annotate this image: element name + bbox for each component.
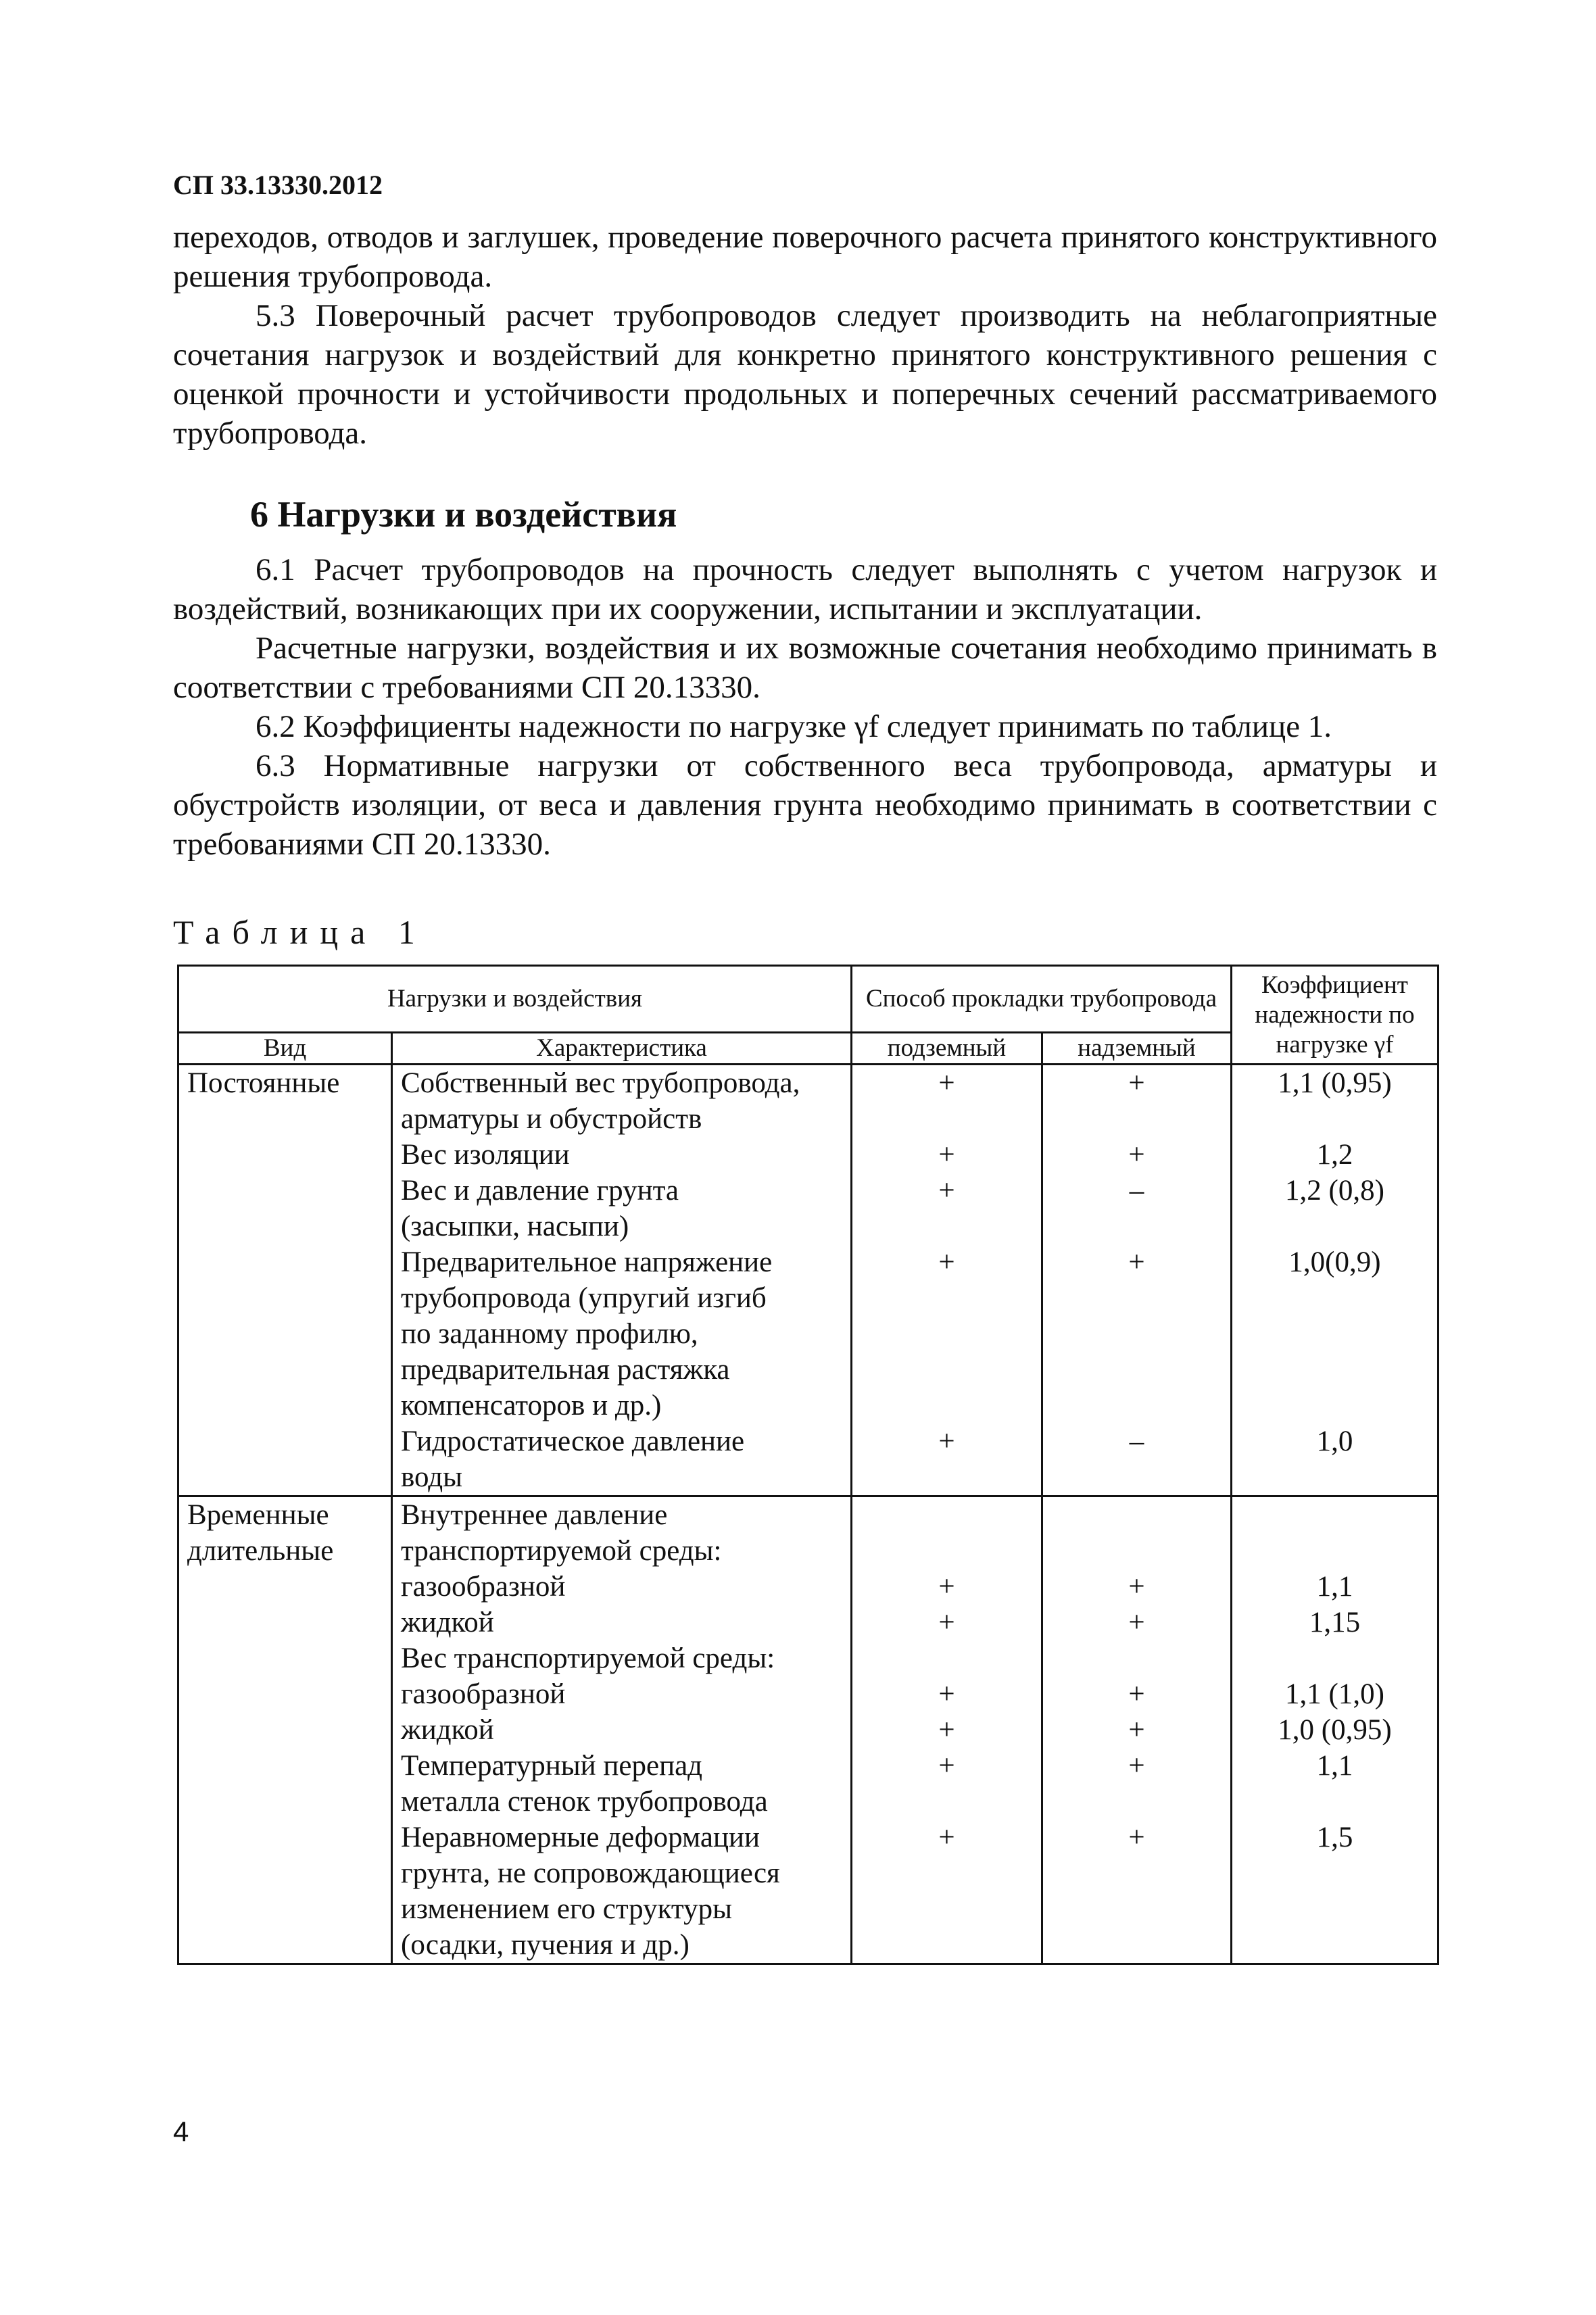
cell-underground: + [852, 1244, 1042, 1423]
cell-underground: + [852, 1676, 1042, 1712]
characteristic-line: Предварительное напряжение [401, 1246, 773, 1278]
cell-characteristic [392, 1496, 852, 1569]
cell-characteristic [392, 1569, 852, 1605]
cell-characteristic [392, 1137, 852, 1173]
header-loads: Нагрузки и воздействия [178, 966, 852, 1033]
cell-underground: + [852, 1065, 1042, 1138]
cell-characteristic [392, 1423, 852, 1496]
cell-aboveground: + [1042, 1244, 1232, 1423]
cell-coefficient: 1,15 [1232, 1605, 1438, 1640]
cell-coefficient: 1,1 (1,0) [1232, 1676, 1438, 1712]
cell-characteristic [392, 1676, 852, 1712]
cell-characteristic [392, 1065, 852, 1138]
cell-aboveground: + [1042, 1137, 1232, 1173]
cell-coefficient: 1,1 [1232, 1569, 1438, 1605]
header-coefficient: Коэффициент надежности по нагрузке γf [1232, 966, 1438, 1065]
characteristic-line: трубопровода (упругий изгиб [401, 1282, 767, 1314]
cell-aboveground: – [1042, 1173, 1232, 1244]
cell-underground: + [852, 1569, 1042, 1605]
characteristic-line: (засыпки, насыпи) [401, 1211, 629, 1242]
document-code: СП 33.13330.2012 [173, 170, 383, 200]
characteristic-line: Гидростатическое давление [401, 1425, 745, 1457]
characteristic-line: (осадки, пучения и др.) [401, 1929, 690, 1961]
cell-aboveground: – [1042, 1423, 1232, 1496]
cell-aboveground: + [1042, 1569, 1232, 1605]
cell-characteristic [392, 1173, 852, 1244]
characteristic-line: грунта, не сопровождающиеся [401, 1857, 780, 1889]
cell-underground: + [852, 1748, 1042, 1820]
cell-characteristic [392, 1820, 852, 1964]
characteristic-line: Вес и давление грунта [401, 1175, 679, 1207]
characteristic-line: Собственный вес трубопровода, [401, 1067, 800, 1099]
cell-characteristic [392, 1748, 852, 1820]
cell-characteristic [392, 1244, 852, 1423]
cell-coefficient: 1,0 (0,95) [1232, 1712, 1438, 1748]
table-row [178, 1065, 1438, 1138]
characteristic-line: арматуры и обустройств [401, 1103, 702, 1135]
cell-coefficient: 1,2 (0,8) [1232, 1173, 1438, 1244]
cell-underground: + [852, 1137, 1042, 1173]
characteristic-line: газообразной [401, 1571, 566, 1603]
characteristic-line: жидкой [401, 1714, 494, 1746]
cell-underground [852, 1496, 1042, 1569]
cell-characteristic [392, 1640, 852, 1676]
header-aboveground: надземный [1042, 1033, 1232, 1065]
page-number: 4 [173, 2116, 189, 2147]
section-6-heading: 6 Нагрузки и воздействия [250, 494, 677, 535]
characteristic-line: жидкой [401, 1607, 494, 1638]
characteristic-line: транспортируемой среды: [401, 1535, 722, 1567]
characteristic-line: Вес транспортируемой среды: [401, 1642, 775, 1674]
characteristic-line: воды [401, 1461, 463, 1493]
cell-coefficient [1232, 1640, 1438, 1676]
cell-aboveground: + [1042, 1065, 1232, 1138]
characteristic-line: Неравномерные деформации [401, 1822, 760, 1853]
table-row [178, 1496, 1438, 1569]
cell-coefficient: 1,2 [1232, 1137, 1438, 1173]
header-characteristic: Характеристика [392, 1033, 852, 1065]
cell-underground: + [852, 1712, 1042, 1748]
cell-underground [852, 1640, 1042, 1676]
paragraph-6-3: 6.3 Нормативные нагрузки от собственного веса трубопровода, арматуры и обустройств изоляции, от веса и давления грунта необходимо принимать в соответствии с требованиями СП 20.13330. [173, 748, 1437, 862]
cell-kind: Временные длительные [178, 1496, 392, 1964]
paragraph-6-1: 6.1 Расчет трубопроводов на прочность следует выполнять с учетом нагрузок и воздействий, возникающих при их сооружении, испытании и эксплуатации. [173, 552, 1437, 627]
table-body [178, 1065, 1438, 1964]
cell-aboveground: + [1042, 1676, 1232, 1712]
cell-underground: + [852, 1173, 1042, 1244]
loads-table [177, 965, 1439, 1965]
header-kind: Вид [178, 1033, 392, 1065]
cell-coefficient: 1,1 (0,95) [1232, 1065, 1438, 1138]
cell-aboveground: + [1042, 1820, 1232, 1964]
paragraph-continuation: переходов, отводов и заглушек, проведение поверочного расчета принятого конструктивного решения трубопровода. [173, 220, 1437, 294]
characteristic-line: компенсаторов и др.) [401, 1390, 662, 1421]
paragraph-6-1-b: Расчетные нагрузки, воздействия и их возможные сочетания необходимо принимать в соответствии с требованиями СП 20.13330. [173, 631, 1437, 705]
cell-underground: + [852, 1820, 1042, 1964]
cell-coefficient: 1,0(0,9) [1232, 1244, 1438, 1423]
characteristic-line: Вес изоляции [401, 1139, 570, 1171]
characteristic-line: изменением его структуры [401, 1893, 733, 1925]
paragraph-6-2: 6.2 Коэффициенты надежности по нагрузке γf следует принимать по таблице 1. [256, 709, 1332, 744]
cell-underground: + [852, 1605, 1042, 1640]
characteristic-line: Температурный перепад [401, 1750, 703, 1782]
header-method: Способ прокладки трубопровода [852, 966, 1232, 1033]
characteristic-line: металла стенок трубопровода [401, 1786, 768, 1818]
characteristic-line: предварительная растяжка [401, 1354, 730, 1386]
cell-characteristic [392, 1712, 852, 1748]
cell-coefficient: 1,5 [1232, 1820, 1438, 1964]
cell-underground: + [852, 1423, 1042, 1496]
cell-coefficient: 1,0 [1232, 1423, 1438, 1496]
cell-characteristic [392, 1605, 852, 1640]
cell-kind: Постоянные [178, 1065, 392, 1496]
table-caption: Таблица 1 [173, 913, 427, 951]
characteristic-line: по заданному профилю, [401, 1318, 698, 1350]
cell-aboveground: + [1042, 1712, 1232, 1748]
paragraph-5-3: 5.3 Поверочный расчет трубопроводов следует производить на неблагоприятные сочетания нагрузок и воздействий для конкретно принятого конструктивного решения с оценкой прочности и устойчивости продольных и поперечных сечений рассматриваемого трубопровода. [173, 298, 1437, 451]
cell-aboveground [1042, 1496, 1232, 1569]
characteristic-line: газообразной [401, 1678, 566, 1710]
cell-coefficient [1232, 1496, 1438, 1569]
header-underground: подземный [852, 1033, 1042, 1065]
characteristic-line: Внутреннее давление [401, 1499, 668, 1531]
cell-aboveground [1042, 1640, 1232, 1676]
cell-coefficient: 1,1 [1232, 1748, 1438, 1820]
cell-aboveground: + [1042, 1605, 1232, 1640]
cell-aboveground: + [1042, 1748, 1232, 1820]
